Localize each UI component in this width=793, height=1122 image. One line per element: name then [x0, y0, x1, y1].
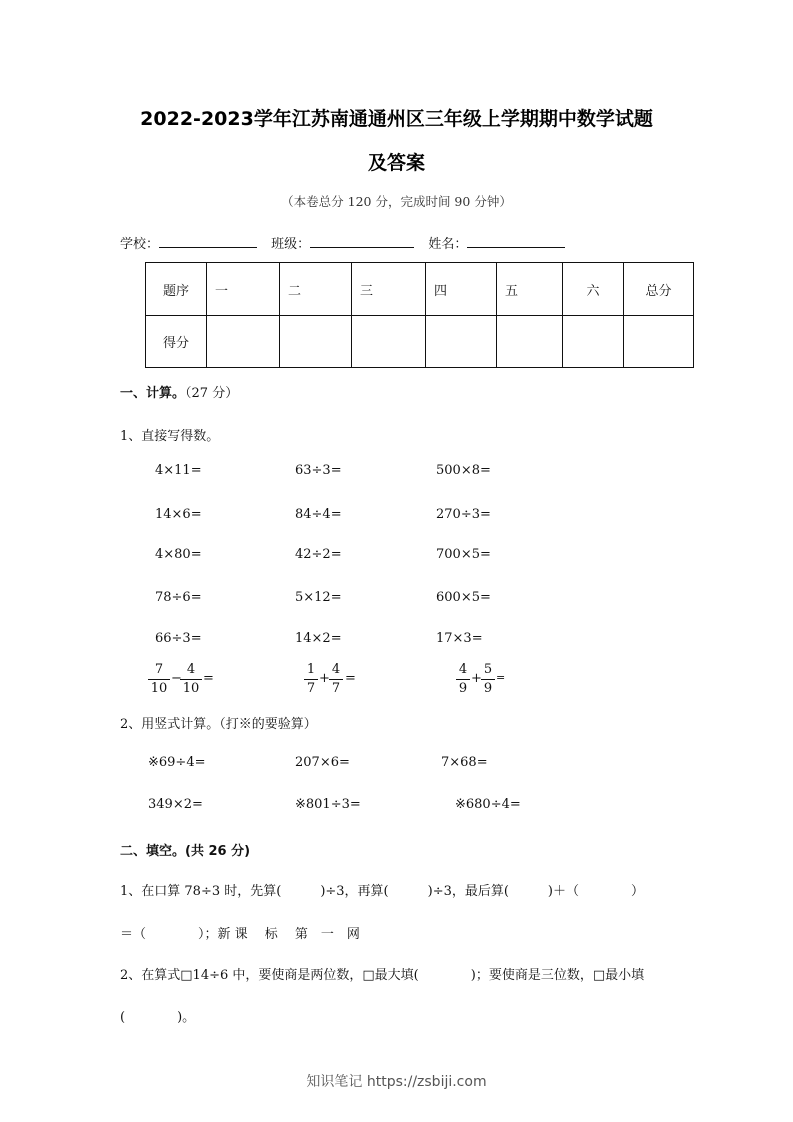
score-col: 三 [352, 263, 426, 316]
section1-heading [120, 382, 238, 401]
score-col: 六 [563, 263, 624, 316]
vertical-calc-item: 349×2= [148, 797, 203, 812]
fraction [148, 661, 170, 698]
score-cell[interactable] [624, 316, 694, 368]
calc-item: 500×8= [436, 463, 491, 478]
calc-item: 63÷3= [295, 463, 342, 478]
fill-question2-line2: ( )。 [120, 1010, 196, 1025]
section1-points: （27 分） [185, 386, 239, 401]
fraction-denominator: 7 [306, 681, 316, 696]
fraction-denominator: 9 [458, 681, 468, 696]
fraction-equals: = [203, 671, 214, 686]
fill-question2-line1: 2、在算式□14÷6 中，要使商是两位数，□最大填( )；要使商是三位数，□最小填 [120, 968, 645, 983]
fill-question1-line2: ＝（ ）；新 课 标 第 一 网 [120, 927, 360, 942]
section2-heading: 二、填空。(共 26 分) [120, 844, 251, 859]
name-label: 姓名： [428, 237, 468, 252]
score-col-total: 总分 [624, 263, 694, 316]
calc-item: 700×5= [436, 547, 491, 562]
score-col: 四 [426, 263, 497, 316]
fraction [180, 661, 202, 698]
fraction-numerator: 5 [483, 662, 493, 677]
calc-item: 4×80= [155, 547, 202, 562]
score-table [145, 262, 694, 368]
score-col: 二 [280, 263, 352, 316]
question2-title: 2、用竖式计算。（打※的要验算） [120, 717, 317, 732]
page-title-line1: 2022-2023学年江苏南通通州区三年级上学期期中数学试题 [140, 108, 653, 130]
fraction-numerator: 7 [154, 662, 164, 677]
name-blank[interactable] [467, 235, 565, 248]
student-info-row [120, 233, 565, 252]
vertical-calc-item: ※680÷4= [455, 797, 521, 812]
page-subtitle: （本卷总分 120 分，完成时间 90 分钟） [281, 194, 512, 209]
fraction [329, 661, 343, 698]
score-row-label: 得分 [146, 316, 207, 368]
score-header-label: 题序 [146, 263, 207, 316]
fraction-equals: = [496, 671, 506, 684]
score-cell[interactable] [497, 316, 563, 368]
fraction-operator: + [471, 671, 482, 686]
calc-item: 17×3= [436, 631, 483, 646]
calc-item: 78÷6= [155, 590, 202, 605]
score-cell[interactable] [352, 316, 426, 368]
fraction-operator: − [171, 671, 182, 686]
score-cell[interactable] [563, 316, 624, 368]
score-col: 一 [207, 263, 280, 316]
vertical-calc-item: ※69÷4= [148, 755, 206, 770]
fraction-numerator: 4 [331, 662, 341, 677]
fraction [456, 661, 470, 698]
fraction-denominator: 10 [150, 681, 168, 696]
calc-item: 84÷4= [295, 507, 342, 522]
school-label: 学校： [120, 237, 160, 252]
vertical-calc-item: 207×6= [295, 755, 350, 770]
calc-item: 14×6= [155, 507, 202, 522]
calc-item: 4×11= [155, 463, 202, 478]
score-col: 五 [497, 263, 563, 316]
footer-watermark: 知识笔记 https://zsbiji.com [306, 1074, 487, 1090]
fraction-operator: + [319, 671, 330, 686]
calc-item: 5×12= [295, 590, 342, 605]
score-cell[interactable] [280, 316, 352, 368]
calc-item: 66÷3= [155, 631, 202, 646]
school-blank[interactable] [159, 235, 257, 248]
fraction-denominator: 7 [331, 681, 341, 696]
fraction-numerator: 4 [186, 662, 196, 677]
fraction-equals: = [345, 671, 356, 686]
class-label: 班级： [271, 237, 311, 252]
class-blank[interactable] [310, 235, 414, 248]
fill-question1-line1: 1、在口算 78÷3 时，先算( )÷3，再算( )÷3，最后算( )＋（ ） [120, 884, 644, 899]
question1-title: 1、直接写得数。 [120, 429, 220, 444]
page-title-line2: 及答案 [367, 152, 425, 174]
vertical-calc-item: ※801÷3= [295, 797, 361, 812]
fraction [304, 661, 318, 698]
fraction-denominator: 9 [483, 681, 493, 696]
vertical-calc-item: 7×68= [441, 755, 488, 770]
fraction-numerator: 4 [458, 662, 468, 677]
calc-item: 270÷3= [436, 507, 491, 522]
calc-item: 42÷2= [295, 547, 342, 562]
score-cell[interactable] [207, 316, 280, 368]
fraction-numerator: 1 [306, 662, 316, 677]
calc-item: 14×2= [295, 631, 342, 646]
fraction [481, 661, 495, 698]
fraction-denominator: 10 [182, 681, 200, 696]
calc-item: 600×5= [436, 590, 491, 605]
score-cell[interactable] [426, 316, 497, 368]
section1-title: 一、计算。 [120, 386, 186, 401]
